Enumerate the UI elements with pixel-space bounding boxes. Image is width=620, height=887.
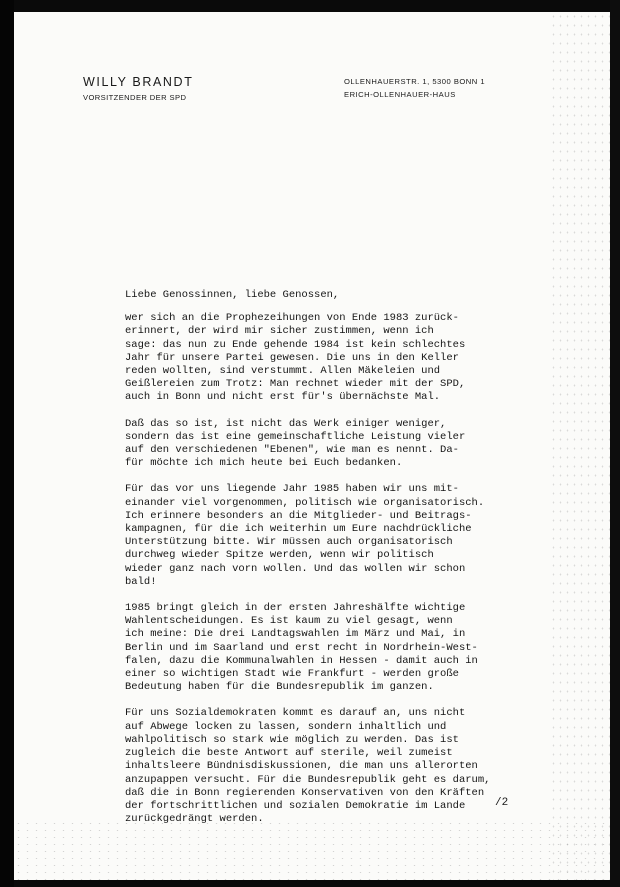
text-line: zurückgedrängt werden. [125,813,264,826]
body-paragraph [125,707,555,826]
text-line: anzupappen versucht. Für die Bundesrepublik geht es darum, [125,773,491,786]
text-line: auf den verschiedenen "Ebenen", wie man es nennt. Da- [125,444,459,457]
text-line: Unterstützung bitte. Wir müssen auch organisatorisch [125,536,453,549]
body-paragraph [125,483,555,589]
text-line: durchweg wieder Spitze werden, wenn wir politisch [125,549,434,562]
body-paragraph [125,312,555,404]
text-line: wahlpolitisch so stark wie möglich zu werden. Das ist [125,733,459,746]
body-paragraph [125,602,555,694]
text-line: auf Abwege locken zu lassen, sondern inhaltlich und [125,720,447,733]
address-line-building: ERICH-OLLENHAUER-HAUS [344,90,456,99]
text-line: zugleich die beste Antwort auf sterile, weil zumeist [125,747,453,760]
text-line: 1985 bringt gleich in der ersten Jahreshälfte wichtige [125,602,466,615]
letter-page [14,12,610,880]
text-line: reden wollten, sind verstummt. Allen Mäkeleien und [125,365,441,378]
text-line: Für das vor uns liegende Jahr 1985 haben wir uns mit- [125,483,459,496]
salutation: Liebe Genossinnen, liebe Genossen, [125,289,340,301]
text-line: Jahr für unsere Partei gewesen. Die uns in den Keller [125,351,459,364]
text-line: sondern das ist eine gemeinschaftliche Leistung vieler [125,430,466,443]
text-line: Ich erinnere besonders an die Mitglieder- und Beitrags- [125,509,472,522]
address-line-street: OLLENHAUERSTR. 1, 5300 BONN 1 [344,77,486,86]
text-line: erinnert, der wird mir sicher zustimmen, wenn ich [125,325,434,338]
sender-name: WILLY BRANDT [83,75,194,89]
text-line: wer sich an die Prophezeihungen von Ende 1983 zurück- [125,312,459,325]
text-line: bald! [125,575,157,588]
text-line: inhaltsleere Bündnisdiskussionen, die man uns allerorten [125,760,478,773]
text-line: der fortschrittlichen und sozialen Demokratie im Lande [125,799,466,812]
text-line: für möchte ich mich heute bei Euch bedanken. [125,457,403,470]
text-line: einer so wichtigen Stadt wie Frankfurt - werden große [125,668,459,681]
scan-noise-right [550,12,610,880]
text-line: ich meine: Die drei Landtagswahlen im März und Mai, in [125,628,466,641]
text-line: Daß das so ist, ist nicht das Werk einiger weniger, [125,417,447,430]
text-line: falen, dazu die Kommunalwahlen in Hessen - damit auch in [125,654,478,667]
text-line: Wahlentscheidungen. Es ist kaum zu viel gesagt, wenn [125,615,453,628]
text-line: Berlin und im Saarland und erst recht in Nordrhein-West- [125,641,478,654]
text-line: Geißlereien zum Trotz: Man rechnet wieder mit der SPD, [125,378,466,391]
text-line: Bedeutung haben für die Bundesrepublik im ganzen. [125,681,434,694]
page-continuation-mark: /2 [495,797,509,809]
sender-address [344,75,485,101]
letter-body [125,289,555,839]
scan-border-right [610,0,620,887]
letter-paragraphs [125,312,555,826]
text-line: Für uns Sozialdemokraten kommt es darauf an, uns nicht [125,707,466,720]
text-line: kampagnen, für die ich weiterhin um Eure nachdrückliche [125,523,472,536]
text-line: sage: das nun zu Ende gehende 1984 ist kein schlechtes [125,338,466,351]
text-line: daß die in Bonn regierenden Konservativen von den Kräften [125,786,485,799]
sender-title: VORSITZENDER DER SPD [83,93,187,102]
text-line: einander viel vorgenommen, politisch wie organisatorisch. [125,496,485,509]
text-line: wieder ganz nach vorn wollen. Und das wollen wir schon [125,562,466,575]
scan-border-left [0,0,14,887]
body-paragraph [125,418,555,471]
text-line: auch in Bonn und nicht erst für's übernächste Mal. [125,391,441,404]
